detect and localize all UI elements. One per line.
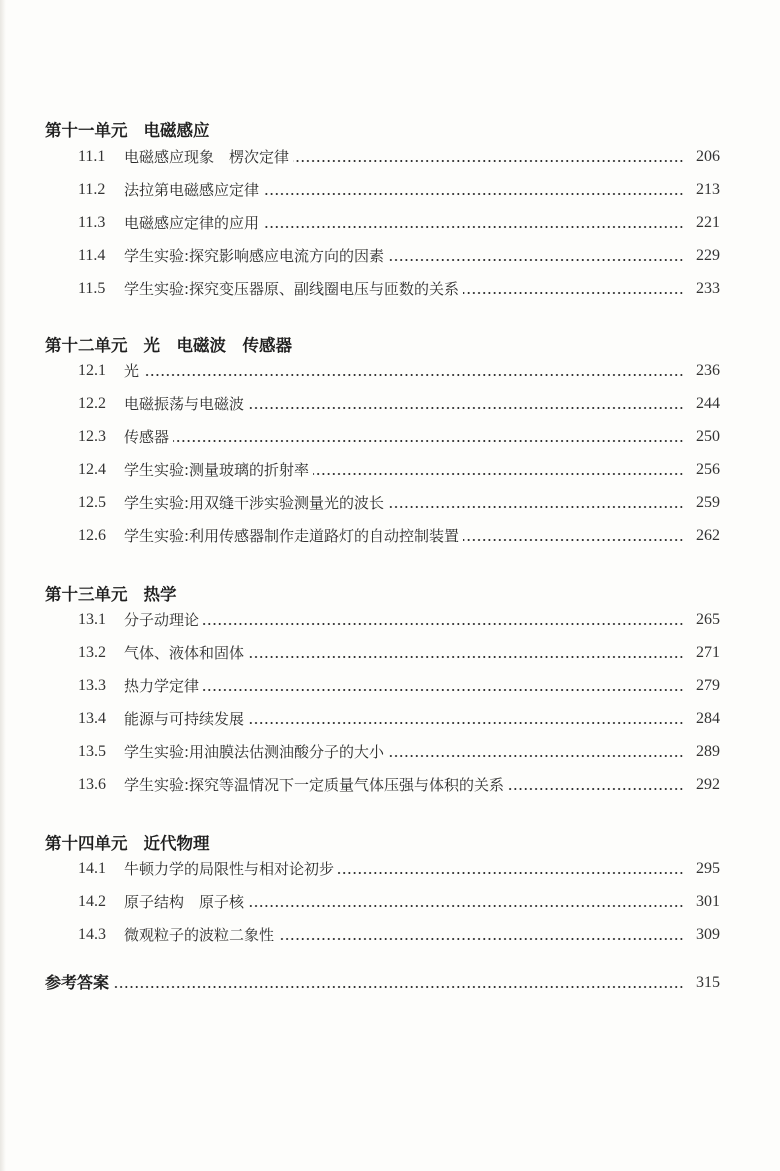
section-number: 13.1 [78,611,106,628]
unit-title: 光 电磁波 传感器 [143,336,292,355]
page-number: 315 [696,974,720,991]
dot-leader [203,609,684,631]
section-title: 分子动理论 [124,611,200,629]
section-title: 热力学定律 [124,677,200,695]
section-title: 能源与可持续发展 [124,710,245,728]
page-number: 236 [696,362,720,379]
section-title: 学生实验:利用传感器制作走道路灯的自动控制装置 [124,527,460,545]
page-number: 265 [696,611,720,628]
toc-entry-12-1[interactable] [78,360,720,382]
section-title: 法拉第电磁感应定律 [124,181,260,199]
unit-number: 第十二单元 [45,336,128,355]
toc-entry-13-5[interactable] [78,741,720,763]
toc-entry-13-6[interactable] [78,774,720,796]
section-number: 11.1 [78,148,106,165]
toc-entry-11-1[interactable] [78,146,720,168]
toc-entry-13-4[interactable] [78,708,720,730]
page-number: 289 [696,743,720,760]
section-title: 气体、液体和固体 [124,644,245,662]
page-number: 295 [696,860,720,877]
page-number: 213 [696,181,720,198]
section-title: 学生实验:用油膜法估测油酸分子的大小 [124,743,385,761]
unit-title: 热学 [143,585,177,604]
section-number: 14.2 [78,893,106,910]
dot-leader [293,146,684,168]
section-number: 11.4 [78,247,106,264]
section-title: 牛顿力学的局限性与相对论初步 [124,860,335,878]
section-title: 学生实验:用双缝干涉实验测量光的波长 [124,494,385,512]
section-title: 学生实验:探究影响感应电流方向的因素 [124,247,385,265]
section-number: 14.3 [78,926,106,943]
dot-leader [248,891,684,913]
section-title: 传感器 [124,428,170,446]
page-number: 292 [696,776,720,793]
dot-leader [143,360,684,382]
toc-entry-12-5[interactable] [78,492,720,514]
section-number: 13.5 [78,743,106,760]
section-number: 12.4 [78,461,106,478]
page-number: 256 [696,461,720,478]
dot-leader [248,393,684,415]
unit-heading-12 [45,336,292,356]
unit-heading-14 [45,834,210,854]
page-number: 279 [696,677,720,694]
toc-entry-13-3[interactable] [78,675,720,697]
dot-leader [313,459,684,481]
section-number: 12.6 [78,527,106,544]
dot-leader [388,245,684,267]
page-number: 284 [696,710,720,727]
section-title: 学生实验:测量玻璃的折射率 [124,461,310,479]
page-number: 262 [696,527,720,544]
toc-entry-12-4[interactable] [78,459,720,481]
dot-leader [113,972,684,994]
toc-entry-12-6[interactable] [78,525,720,547]
section-number: 12.3 [78,428,106,445]
unit-heading-13 [45,585,177,605]
toc-entry-11-3[interactable] [78,212,720,234]
section-number: 13.2 [78,644,106,661]
dot-leader [278,924,684,946]
dot-leader [388,492,684,514]
appendix-title: 参考答案 [45,973,110,992]
section-number: 11.3 [78,214,106,231]
toc-entry-12-2[interactable] [78,393,720,415]
dot-leader [248,642,684,664]
page-number: 229 [696,247,720,264]
unit-title: 电磁感应 [143,121,210,140]
dot-leader [248,708,684,730]
dot-leader [463,525,684,547]
section-title: 光 [124,362,140,380]
section-number: 12.5 [78,494,106,511]
section-title: 电磁振荡与电磁波 [124,395,245,413]
page-number: 206 [696,148,720,165]
toc-entry-13-2[interactable] [78,642,720,664]
toc-entry-12-3[interactable] [78,426,720,448]
section-number: 11.5 [78,280,106,297]
dot-leader [508,774,684,796]
page-number: 309 [696,926,720,943]
dot-leader [263,212,684,234]
dot-leader [173,426,684,448]
section-title: 学生实验:探究变压器原、副线圈电压与匝数的关系 [124,280,460,298]
section-number: 13.4 [78,710,106,727]
unit-number: 第十一单元 [45,121,128,140]
toc-entry-13-1[interactable] [78,609,720,631]
page-number: 233 [696,280,720,297]
page-number: 259 [696,494,720,511]
page-number: 301 [696,893,720,910]
section-number: 13.6 [78,776,106,793]
toc-entry-14-1[interactable] [78,858,720,880]
dot-leader [263,179,684,201]
section-number: 12.1 [78,362,106,379]
toc-entry-11-4[interactable] [78,245,720,267]
unit-number: 第十四单元 [45,834,128,853]
page-number: 250 [696,428,720,445]
section-number: 13.3 [78,677,106,694]
toc-entry-14-2[interactable] [78,891,720,913]
unit-heading-11 [45,121,210,141]
dot-leader [203,675,684,697]
section-number: 11.2 [78,181,106,198]
page-number: 244 [696,395,720,412]
dot-leader [338,858,684,880]
dot-leader [463,278,684,300]
section-number: 14.1 [78,860,106,877]
section-title: 电磁感应现象 楞次定律 [124,148,290,166]
section-title: 学生实验:探究等温情况下一定质量气体压强与体积的关系 [124,776,505,794]
toc-entry-11-5[interactable] [78,278,720,300]
unit-title: 近代物理 [143,834,210,853]
toc-entry-11-2[interactable] [78,179,720,201]
unit-number: 第十三单元 [45,585,128,604]
page-number: 221 [696,214,720,231]
toc-entry-reference-answers[interactable] [45,972,720,994]
toc-entry-14-3[interactable] [78,924,720,946]
dot-leader [388,741,684,763]
page-number: 271 [696,644,720,661]
section-title: 原子结构 原子核 [124,893,245,911]
section-title: 微观粒子的波粒二象性 [124,926,275,944]
section-title: 电磁感应定律的应用 [124,214,260,232]
section-number: 12.2 [78,395,106,412]
